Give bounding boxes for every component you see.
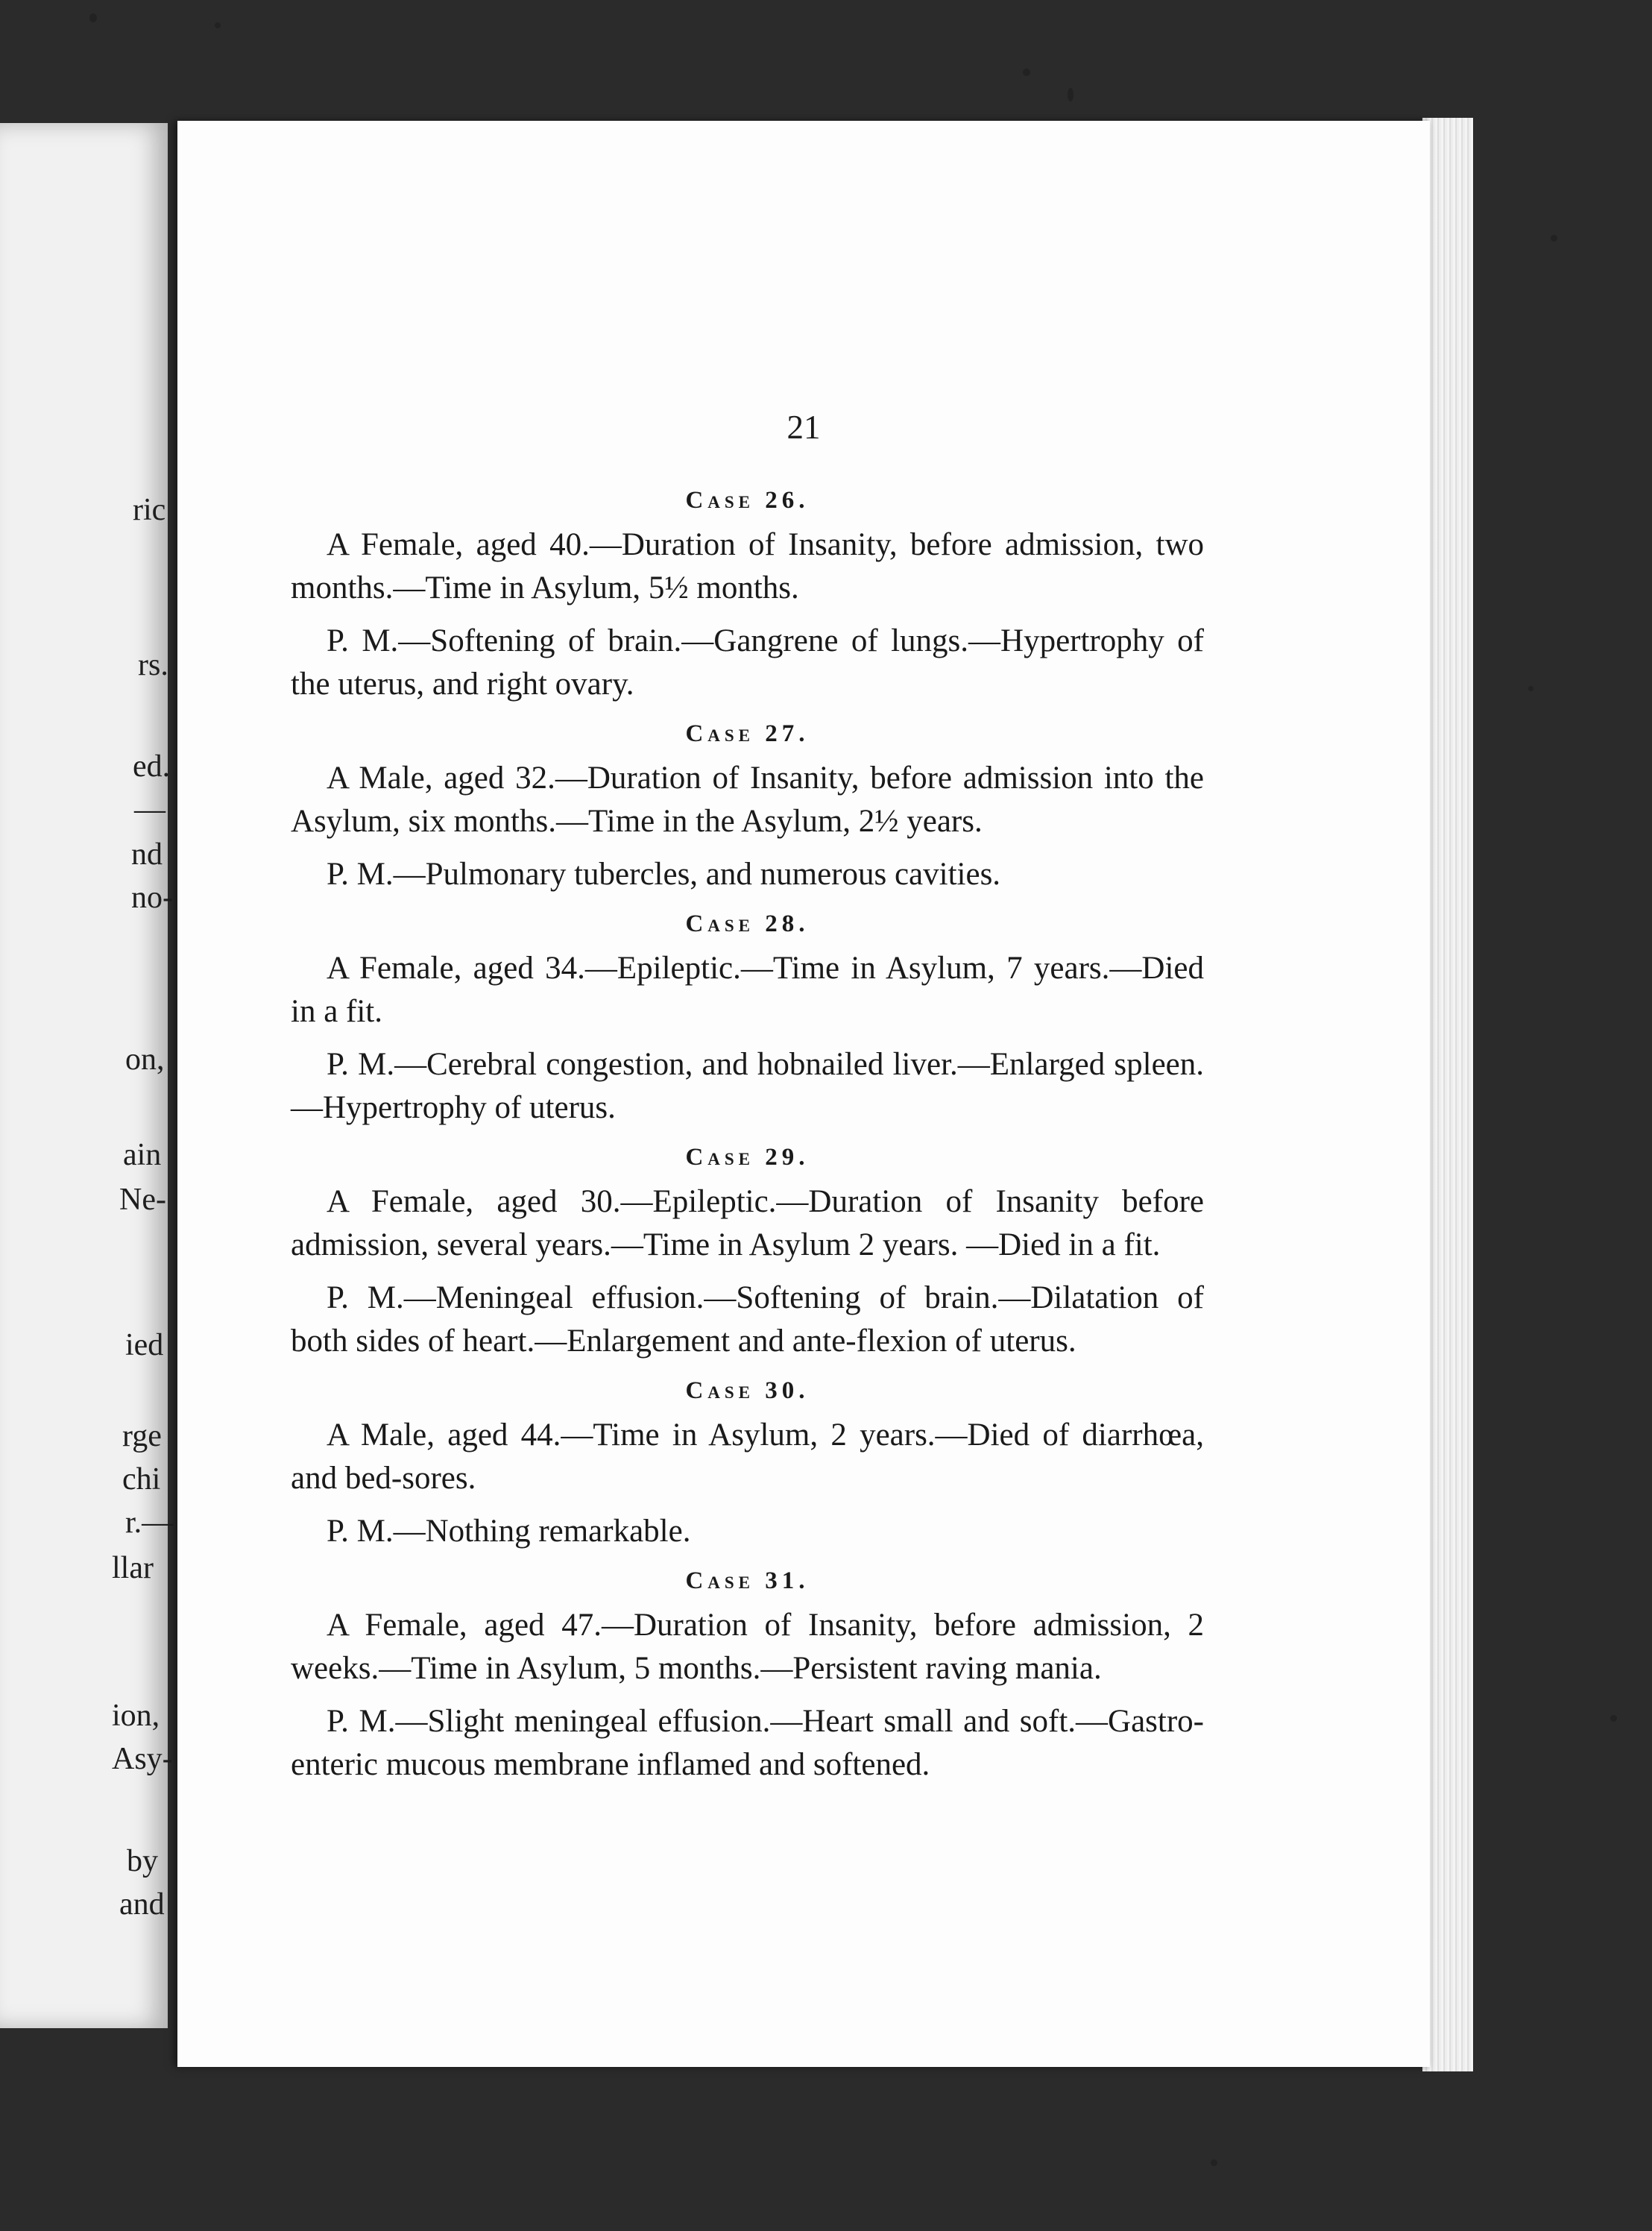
case-entry — [291, 1558, 1204, 1787]
left-page-fragment: ed. — [133, 749, 171, 784]
post-mortem-findings: P. M.—Nothing remarkable. — [327, 1514, 691, 1549]
left-page-fragment: chi — [122, 1462, 161, 1497]
left-page-fragment: no- — [131, 881, 173, 915]
case-heading: Case 28. — [685, 910, 810, 937]
left-page-fragment: on, — [125, 1042, 165, 1077]
left-page-fragment: — — [134, 793, 165, 827]
post-mortem-findings: P. M.—Slight meningeal effusion.—Heart small and soft.—Gastro-enteric mucous membrane inflamed and softened. — [291, 1704, 1204, 1782]
case-description: A Female, aged 40.—Duration of Insanity, before admission, two months.—Time in Asylum, 5½ months. — [291, 527, 1204, 605]
book-page — [177, 121, 1430, 2067]
case-entry — [291, 1368, 1204, 1553]
case-entry — [291, 1134, 1204, 1363]
page-text-block — [291, 477, 1204, 1791]
left-page-fragment: ied — [125, 1328, 164, 1362]
case-entry — [291, 711, 1204, 896]
case-entry — [291, 477, 1204, 706]
left-page-fragment: ric — [133, 493, 166, 527]
left-page-fragment: Asy- — [112, 1742, 173, 1776]
left-page-fragment: llar — [112, 1551, 154, 1585]
left-page-fragment: r.— — [125, 1505, 174, 1540]
case-heading: Case 31. — [685, 1567, 810, 1594]
speck — [1610, 1715, 1617, 1722]
case-description: A Female, aged 30.—Epileptic.—Duration of Insanity before admission, several years.—Time in Asylum 2 years. —Died in a fit. — [291, 1184, 1204, 1262]
case-description: A Female, aged 34.—Epileptic.—Time in Asylum, 7 years.—Died in a fit. — [291, 951, 1204, 1029]
case-description: A Male, aged 32.—Duration of Insanity, before admission into the Asylum, six months.—Time in the Asylum, 2½ years. — [291, 761, 1204, 839]
left-page-fragment: nd — [131, 837, 163, 872]
speck — [1023, 69, 1030, 76]
case-heading: Case 26. — [685, 487, 810, 514]
left-page-fragment: and — [119, 1887, 165, 1922]
left-page-fragment: ain — [123, 1138, 162, 1172]
post-mortem-findings: P. M.—Meningeal effusion.—Softening of brain.—Dilatation of both sides of heart.—Enlargement and ante-flexion of uterus. — [291, 1280, 1204, 1359]
post-mortem-findings: P. M.—Softening of brain.—Gangrene of lungs.—Hypertrophy of the uterus, and right ovary. — [291, 623, 1204, 702]
left-page-fragment: rge — [122, 1419, 162, 1453]
case-heading: Case 29. — [685, 1144, 810, 1171]
page-number: 21 — [786, 409, 821, 446]
speck — [1528, 686, 1533, 691]
previous-page-edge — [0, 123, 174, 2028]
case-entry — [291, 901, 1204, 1130]
book-page-edges — [1422, 118, 1473, 2071]
post-mortem-findings: P. M.—Cerebral congestion, and hobnailed liver.—Enlarged spleen.—Hypertrophy of uterus. — [291, 1047, 1204, 1125]
case-description: A Male, aged 44.—Time in Asylum, 2 years.—Died of diarrhœa, and bed-sores. — [291, 1417, 1204, 1496]
post-mortem-findings: P. M.—Pulmonary tubercles, and numerous cavities. — [327, 857, 1001, 892]
case-description: A Female, aged 47.—Duration of Insanity, before admission, 2 weeks.—Time in Asylum, 5 months.—Persistent raving mania. — [291, 1608, 1204, 1686]
left-page-fragment: Ne- — [119, 1183, 166, 1217]
left-page-fragment: by — [127, 1844, 158, 1878]
case-heading: Case 30. — [685, 1377, 810, 1404]
speck — [89, 13, 97, 22]
speck — [1551, 235, 1557, 242]
speck — [1068, 88, 1074, 101]
left-page-fragment: rs. — [138, 648, 168, 682]
speck — [215, 22, 221, 28]
left-page-fragment: ion, — [112, 1699, 160, 1733]
case-heading: Case 27. — [685, 720, 810, 747]
speck — [1211, 2159, 1217, 2166]
